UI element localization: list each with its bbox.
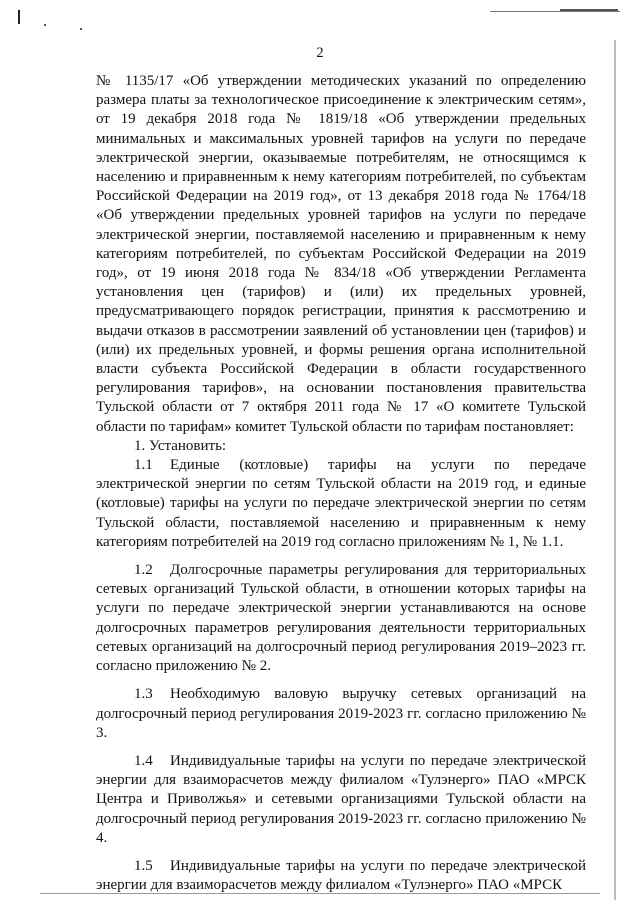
subitem-text: Долгосрочные параметры регулирования для территориальных сетевых организаций Тульской области, в отношении которых тарифы на услуги по передаче электрической энергии устанавливаются на основе долгосрочных параметров регулирования деятельности территориальных сетевых организаций на долгосрочный период регулирования 2019–2023 гг. согласно приложению № 2. (96, 562, 586, 675)
subitem-1-2 (96, 561, 586, 676)
subitem-number: 1.4 (134, 752, 153, 769)
subitem-1-5 (96, 857, 586, 895)
subitem-1-4 (96, 752, 586, 848)
subitem-1-1 (96, 456, 586, 552)
scan-artifact-mark (18, 10, 20, 24)
subitem-text: Необходимую валовую выручку сетевых организаций на долгосрочный период регулирования 2019-2023 гг. согласно приложению № 3. (96, 686, 586, 741)
page-number: 2 (316, 45, 324, 61)
subitem-number: 1.5 (134, 857, 153, 874)
subitem-text: Единые (котловые) тарифы на услуги по передаче электрической энергии по сетям Тульской области на 2019 год, и единые (котловые) тарифы на услуги по передаче электрической энергии по сетям Тульской области, поставляемой населению и приравненным к нему категориям потребителей на 2019 год согласно приложениям № 1, № 1.1. (96, 457, 586, 550)
scan-artifact-line (490, 11, 620, 12)
document-body (96, 72, 586, 895)
intro-paragraph: № 1135/17 «Об утверждении методических указаний по определению размера платы за технологическое присоединение к электрическим сетям», от 19 декабря 2018 года № 1819/18 «Об утверждении предельных минимальных и максимальных уровней тарифов на услуги по передаче электрической энергии, оказываемые потребителям, не относящимся к населению и приравненным к нему категориям потребителей, по субъектам Российской Федерации на 2019 год», от 13 декабря 2018 года № 1764/18 «Об утверждении предельных уровней тарифов на услуги по передаче электрической энергии, поставляемой населению и приравненным к нему категориям потребителей, по субъектам Российской Федерации на 2019 год», от 19 июня 2018 года № 834/18 «Об утверждении Регламента установления цен (тарифов) и (или) их предельных уровней, предусматривающего порядок регистрации, принятия к рассмотрению и выдачи отказов в рассмотрении заявлений об установлении цен (тарифов) и (или) их предельных уровней, и формы решения органа исполнительной власти субъекта Российской Федерации в области государственного регулирования тарифов», на основании постановления правительства Тульской области от 7 октября 2011 года № 17 «О комитете Тульской области по тарифам» комитет Тульской области по тарифам постановляет: (96, 73, 586, 435)
subitem-1-3 (96, 685, 586, 743)
subitem-number: 1.3 (134, 686, 153, 703)
scan-artifact-edge (614, 40, 616, 900)
subitem-number: 1.2 (134, 562, 153, 579)
scan-artifact-line (560, 9, 618, 11)
subitem-text: Индивидуальные тарифы на услуги по передаче электрической энергии для взаиморасчетов между филиалом «Тулэнерго» ПАО «МРСК (96, 857, 586, 894)
scan-artifact-dot (44, 24, 46, 26)
item-1-heading: 1. Установить: (134, 437, 227, 454)
subitem-text: Индивидуальные тарифы на услуги по передаче электрической энергии для взаиморасчетов между филиалом «Тулэнерго» ПАО «МРСК Центра и Приволжья» и сетевыми организациями Тульской области на долгосрочный период регулирования 2019-2023 гг. согласно приложению № 4. (96, 752, 586, 846)
scan-artifact-dot (80, 28, 82, 30)
subitem-number: 1.1 (134, 457, 153, 474)
